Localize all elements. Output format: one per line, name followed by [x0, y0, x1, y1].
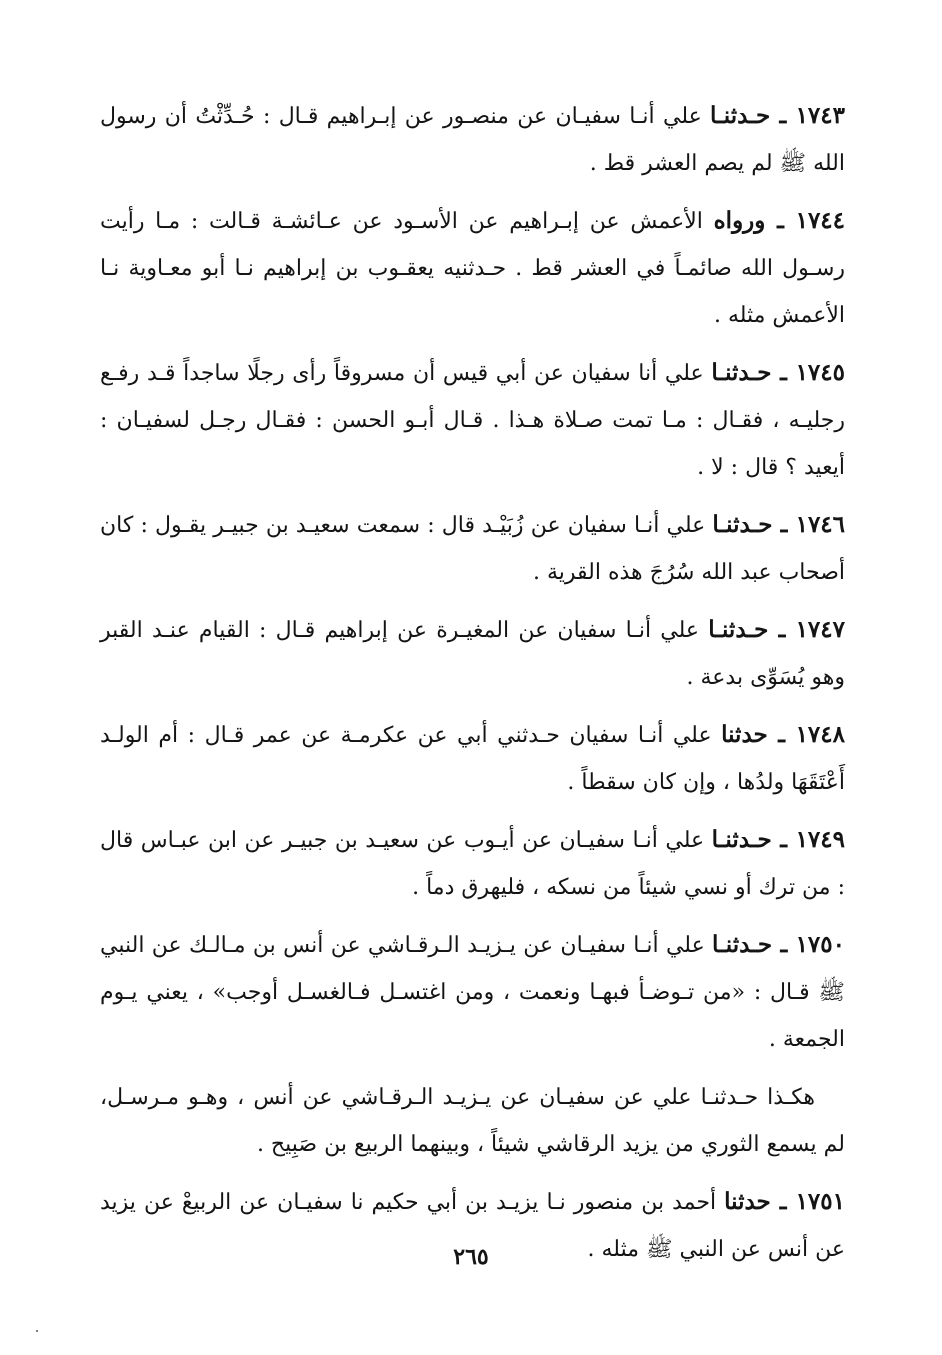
hadith-1746: [100, 501, 845, 596]
hadith-number-1750: ١٧٥٠ ـ حـدثنـا: [712, 931, 845, 958]
hadith-text-1743: علي أنـا سفيـان عن منصـور عن إبـراهيم قـال : حُـدِّثْتُ أن رسول الله ﷺ لم يصم العشر قط .: [100, 104, 845, 176]
commentary-text: هكـذا حـدثنـا علي عن سفيـان عن يـزيـد الـرقـاشي عن أنس ، وهـو مـرسـل، لم يسمع الثوري من يزيد الرقاشي شيئاً ، وبينهما الربيع بن صَبِيح .: [100, 1085, 845, 1157]
hadith-number-1751: ١٧٥١ ـ حدثنا: [724, 1188, 845, 1215]
hadith-1750: [100, 921, 845, 1063]
hadith-text-1751: أحمد بن منصور نـا يزيـد بن أبي حكيم نا سفيـان عن الربيعْ عن يزيد عن أنس عن النبي ﷺ مثله .: [100, 1190, 845, 1262]
hadith-text-1748: علي أنـا سفيان حـدثني أبي عن عكرمـة عن عمر قـال : أم الولـد أَعْتَقَهَا ولدُها ، وإن كان سقطاً .: [100, 723, 845, 795]
hadith-number-1745: ١٧٤٥ ـ حـدثنـا: [711, 359, 845, 386]
hadith-1749: [100, 816, 845, 911]
hadith-text-1747: علي أنـا سفيان عن المغيـرة عن إبراهيم قـال : القيام عنـد القبر وهو يُسَوِّى بدعة .: [100, 618, 845, 690]
commentary-note: [100, 1073, 845, 1168]
page-body: [100, 92, 845, 1283]
hadith-1743: [100, 92, 845, 187]
hadith-text-1746: علي أنـا سفيان عن زُبَيْـد قال : سمعت سعيـد بن جبيـر يقـول : كان أصحاب عبد الله سُرُجَ هذه القرية .: [100, 513, 845, 585]
hadith-number-1748: ١٧٤٨ ـ حدثنا: [721, 721, 845, 748]
scan-speck: [36, 1330, 38, 1332]
hadith-1745: [100, 349, 845, 491]
hadith-1747: [100, 606, 845, 701]
hadith-number-1743: ١٧٤٣ ـ حـدثنـا: [710, 102, 845, 129]
hadith-text-1745: علي أنا سفيان عن أبي قيس أن مسروقاً رأى رجلًا ساجداً قـد رفـع رجليـه ، فقـال : مـا تمت صـلاة هـذا . قـال أبـو الحسن : فقـال رجـل لسفيـان : أيعيد ؟ قال : لا .: [100, 361, 845, 480]
hadith-number-1744: ١٧٤٤ ـ ورواه: [713, 207, 846, 234]
hadith-number-1747: ١٧٤٧ ـ حـدثنـا: [708, 616, 845, 643]
page-number: ٢٦٥: [453, 1244, 489, 1270]
hadith-text-1749: علي أنـا سفيـان عن أيـوب عن سعيـد بن جبيـر عن ابن عبـاس قال : من ترك أو نسي شيئاً من نسكه ، فليهرق دماً .: [100, 828, 845, 900]
hadith-number-1746: ١٧٤٦ ـ حـدثنـا: [712, 511, 846, 538]
hadith-1744: [100, 197, 845, 339]
hadith-number-1749: ١٧٤٩ ـ حـدثنـا: [711, 826, 845, 853]
hadith-text-1750: علي أنـا سفيـان عن يـزيـد الـرقـاشي عن أنس بن مـالـك عن النبي ﷺ قـال : «من تـوضـأ فبهـا ونعمت ، ومن اغتسـل فـالغسـل أوجب» ، يعني يـوم الجمعة .: [100, 933, 845, 1052]
hadith-text-1744: الأعمش عن إبـراهيم عن الأسـود عن عـائشـة قـالت : مـا رأيت رسـول الله صائمـاً في العشر قط . حـدثنيه يعقـوب بن إبراهيم نـا أبو معـاوية نـا الأعمش مثله .: [100, 209, 845, 328]
hadith-1748: [100, 711, 845, 806]
